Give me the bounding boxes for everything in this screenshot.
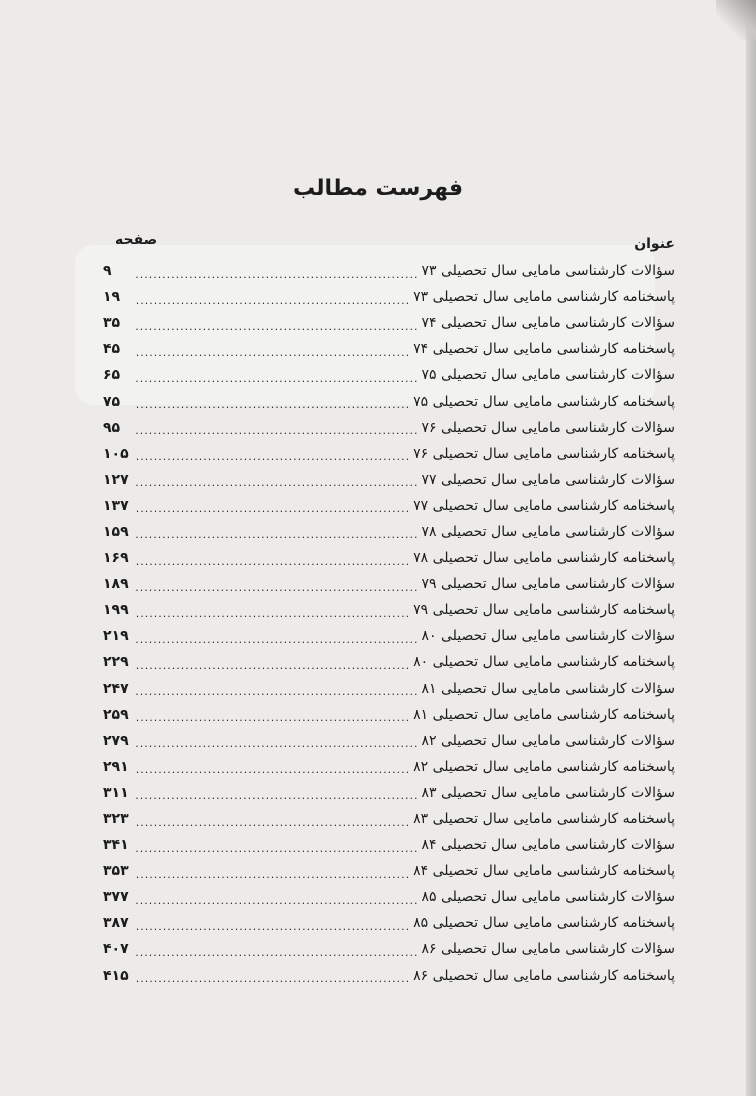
dot-leader	[136, 680, 419, 697]
dot-leader	[136, 654, 410, 671]
toc-entry-title: پاسخنامه کارشناسی مامایی سال تحصیلی ۸۴	[413, 863, 675, 880]
toc-entry-page: ۲۹۱	[103, 758, 129, 775]
page-corner-shadow	[716, 0, 756, 40]
toc-entry-title: پاسخنامه کارشناسی مامایی سال تحصیلی ۸۵	[413, 915, 675, 932]
toc-entry[interactable]	[103, 884, 675, 910]
toc-entry-title: سؤالات کارشناسی مامایی سال تحصیلی ۷۸	[421, 523, 675, 540]
toc-entry-title: پاسخنامه کارشناسی مامایی سال تحصیلی ۷۶	[413, 445, 675, 462]
toc-entry-title: سؤالات کارشناسی مامایی سال تحصیلی ۸۳	[421, 784, 675, 801]
toc-entry-page: ۳۸۷	[103, 915, 129, 932]
toc-entry[interactable]	[103, 623, 675, 649]
toc-entry-title: پاسخنامه کارشناسی مامایی سال تحصیلی ۷۷	[413, 497, 675, 514]
toc-header-title: عنوان	[634, 236, 675, 252]
toc-entry-title: سؤالات کارشناسی مامایی سال تحصیلی ۷۵	[421, 367, 675, 384]
toc-entry-page: ۲۷۹	[103, 732, 129, 749]
dot-leader	[136, 289, 410, 306]
toc-entry[interactable]	[103, 310, 675, 336]
toc-entry-page: ۹	[103, 263, 112, 280]
toc-entry-page: ۴۰۷	[103, 941, 129, 958]
toc-entry-title: سؤالات کارشناسی مامایی سال تحصیلی ۷۹	[421, 576, 675, 593]
toc-entry[interactable]	[103, 728, 675, 754]
toc-entry-title: سؤالات کارشناسی مامایی سال تحصیلی ۸۰	[421, 628, 675, 645]
toc-entry-title: پاسخنامه کارشناسی مامایی سال تحصیلی ۸۲	[413, 758, 675, 775]
toc-entry-page: ۱۸۹	[103, 576, 129, 593]
dot-leader	[136, 497, 410, 514]
toc-entry[interactable]	[103, 702, 675, 728]
toc-entry[interactable]	[103, 362, 675, 388]
dot-leader	[136, 367, 419, 384]
toc-entry[interactable]	[103, 963, 675, 989]
toc-entry-page: ۲۵۹	[103, 706, 129, 723]
dot-leader	[136, 315, 419, 332]
toc-entry-title: سؤالات کارشناسی مامایی سال تحصیلی ۸۵	[421, 889, 675, 906]
page-title: فهرست مطالب	[292, 176, 464, 201]
dot-leader	[136, 550, 410, 567]
toc-entry-page: ۲۴۷	[103, 680, 129, 697]
toc-entry[interactable]	[103, 388, 675, 414]
toc-entry-page: ۶۵	[103, 367, 121, 384]
toc-entry-title: سؤالات کارشناسی مامایی سال تحصیلی ۷۳	[421, 263, 675, 280]
dot-leader	[136, 471, 419, 488]
toc-entry-title: سؤالات کارشناسی مامایی سال تحصیلی ۸۶	[421, 941, 675, 958]
toc-entry-page: ۳۷۷	[103, 889, 129, 906]
toc-entry[interactable]	[103, 545, 675, 571]
toc-entry-title: سؤالات کارشناسی مامایی سال تحصیلی ۸۴	[421, 837, 675, 854]
toc-entry[interactable]	[103, 754, 675, 780]
toc-entry-title: پاسخنامه کارشناسی مامایی سال تحصیلی ۷۵	[413, 393, 675, 410]
toc-entry-page: ۴۵	[103, 341, 121, 358]
toc-entry[interactable]	[103, 571, 675, 597]
toc-entry-title: پاسخنامه کارشناسی مامایی سال تحصیلی ۸۱	[413, 706, 675, 723]
toc-entry[interactable]	[103, 936, 675, 962]
toc-entry-title: پاسخنامه کارشناسی مامایی سال تحصیلی ۷۴	[413, 341, 675, 358]
dot-leader	[136, 758, 410, 775]
dot-leader	[136, 393, 410, 410]
toc-entry[interactable]	[103, 336, 675, 362]
toc-entry-title: سؤالات کارشناسی مامایی سال تحصیلی ۷۷	[421, 471, 675, 488]
toc-entry-page: ۳۱۱	[103, 784, 129, 801]
toc-entry-title: سؤالات کارشناسی مامایی سال تحصیلی ۷۴	[421, 315, 675, 332]
toc-entry-title: پاسخنامه کارشناسی مامایی سال تحصیلی ۸۳	[413, 811, 675, 828]
toc-entry-page: ۱۵۹	[103, 523, 129, 540]
dot-leader	[136, 784, 419, 801]
toc-entry-page: ۴۱۵	[103, 967, 129, 984]
toc-entry-title: پاسخنامه کارشناسی مامایی سال تحصیلی ۸۶	[413, 967, 675, 984]
toc-entry-title: سؤالات کارشناسی مامایی سال تحصیلی ۸۲	[421, 732, 675, 749]
dot-leader	[136, 811, 410, 828]
toc-header	[103, 232, 675, 256]
toc-entry-page: ۱۶۹	[103, 550, 129, 567]
dot-leader	[136, 263, 419, 280]
dot-leader	[136, 576, 419, 593]
toc-entry[interactable]	[103, 832, 675, 858]
table-of-contents	[103, 258, 675, 989]
toc-entry[interactable]	[103, 676, 675, 702]
dot-leader	[136, 863, 410, 880]
toc-entry[interactable]	[103, 467, 675, 493]
dot-leader	[136, 915, 410, 932]
page-edge	[746, 0, 756, 1096]
dot-leader	[136, 889, 419, 906]
toc-entry[interactable]	[103, 519, 675, 545]
toc-entry-title: سؤالات کارشناسی مامایی سال تحصیلی ۷۶	[421, 419, 675, 436]
toc-entry-page: ۹۵	[103, 419, 121, 436]
toc-entry[interactable]	[103, 441, 675, 467]
toc-entry-title: پاسخنامه کارشناسی مامایی سال تحصیلی ۷۹	[413, 602, 675, 619]
toc-entry[interactable]	[103, 806, 675, 832]
dot-leader	[136, 602, 410, 619]
dot-leader	[136, 967, 410, 984]
toc-entry[interactable]	[103, 649, 675, 675]
dot-leader	[136, 523, 419, 540]
toc-entry[interactable]	[103, 597, 675, 623]
dot-leader	[136, 837, 419, 854]
toc-entry-page: ۱۳۷	[103, 497, 129, 514]
dot-leader	[136, 419, 419, 436]
dot-leader	[136, 628, 419, 645]
toc-entry-page: ۳۵	[103, 315, 121, 332]
toc-entry[interactable]	[103, 858, 675, 884]
toc-entry-page: ۱۰۵	[103, 445, 129, 462]
toc-entry-page: ۳۵۳	[103, 863, 129, 880]
toc-entry-page: ۳۲۳	[103, 811, 129, 828]
toc-entry[interactable]	[103, 493, 675, 519]
dot-leader	[136, 341, 410, 358]
toc-entry-page: ۱۹۹	[103, 602, 129, 619]
toc-entry[interactable]	[103, 910, 675, 936]
toc-entry-page: ۳۴۱	[103, 837, 129, 854]
toc-entry-page: ۲۱۹	[103, 628, 129, 645]
toc-entry[interactable]	[103, 415, 675, 441]
toc-entry-title: پاسخنامه کارشناسی مامایی سال تحصیلی ۸۰	[413, 654, 675, 671]
dot-leader	[136, 445, 410, 462]
toc-entry[interactable]	[103, 780, 675, 806]
toc-entry-title: پاسخنامه کارشناسی مامایی سال تحصیلی ۷۸	[413, 550, 675, 567]
toc-entry-title: سؤالات کارشناسی مامایی سال تحصیلی ۸۱	[421, 680, 675, 697]
dot-leader	[136, 732, 419, 749]
toc-entry[interactable]	[103, 284, 675, 310]
dot-leader	[136, 941, 419, 958]
toc-entry-page: ۱۹	[103, 289, 121, 306]
toc-entry-page: ۷۵	[103, 393, 121, 410]
toc-entry[interactable]	[103, 258, 675, 284]
toc-entry-title: پاسخنامه کارشناسی مامایی سال تحصیلی ۷۳	[413, 289, 675, 306]
dot-leader	[136, 706, 410, 723]
toc-entry-page: ۲۲۹	[103, 654, 129, 671]
toc-entry-page: ۱۲۷	[103, 471, 129, 488]
toc-header-page: صفحه	[115, 232, 158, 248]
